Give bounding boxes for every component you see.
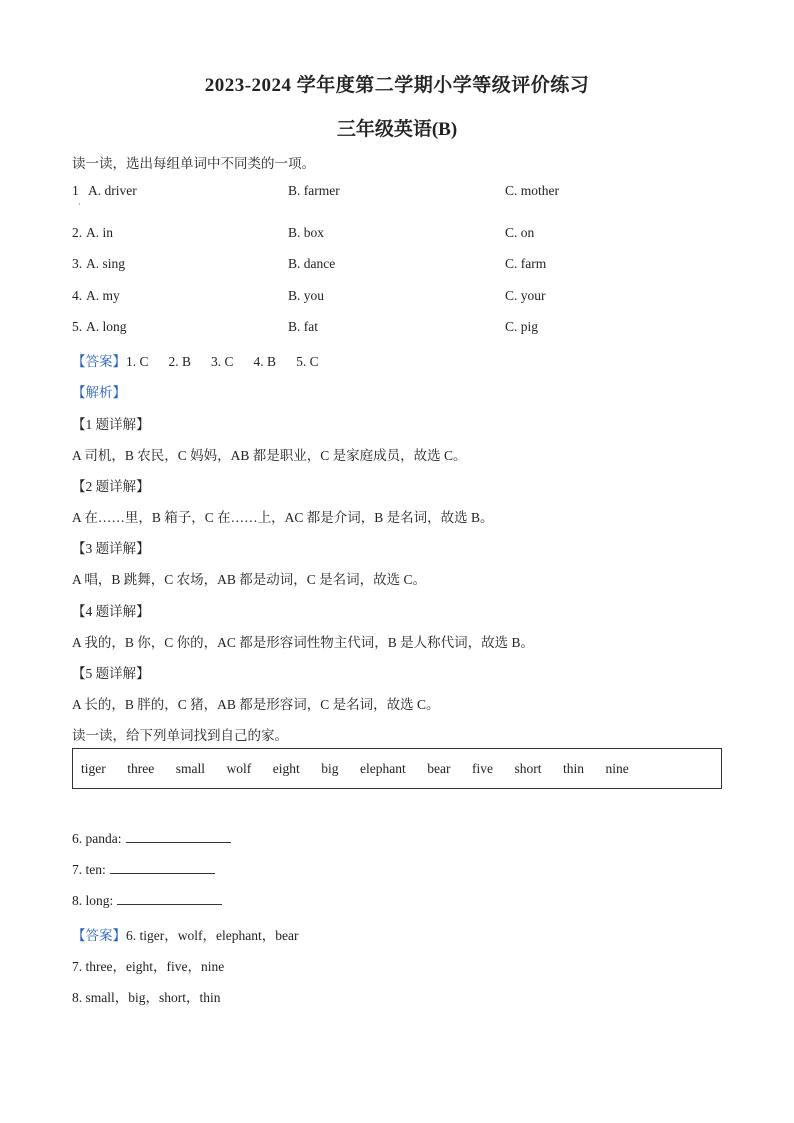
word-item: three [127, 760, 155, 776]
q6-line [72, 830, 231, 847]
answer-label: 【答案】 [72, 928, 126, 943]
q3-number: 3. [72, 256, 83, 271]
section2-answer-2: 7. three，eight，five，nine [72, 959, 225, 974]
q2-option-a: A. in [86, 225, 113, 240]
answer-item: 1. C [126, 354, 149, 369]
word-item: five [471, 760, 493, 776]
detail-4-head: 【4 题详解】 [72, 604, 150, 619]
q1-number: 1 [72, 183, 79, 198]
word-item: bear [427, 760, 451, 776]
word-item: big [321, 760, 339, 776]
q3-option-b: B. dance [288, 256, 336, 271]
word-item: wolf [226, 760, 252, 776]
section1-instruction: 读一读，选出每组单词中不同类的一项。 [72, 156, 315, 171]
answer-item: 3. C [211, 354, 234, 369]
section2-answer-3: 8. small，big，short，thin [72, 990, 221, 1005]
q1-option-a: A. driver [88, 183, 137, 198]
q1-dot: · [78, 200, 81, 209]
section2-instruction: 读一读，给下列单词找到自己的家。 [72, 728, 288, 743]
section2-answer-1 [72, 924, 298, 944]
q3-option-a: A. sing [86, 256, 126, 271]
q4-option-b: B. you [288, 288, 325, 303]
q5-option-b: B. fat [288, 319, 318, 334]
detail-1-head: 【1 题详解】 [72, 417, 150, 432]
q1-option-c: C. mother [505, 183, 559, 198]
word-item: nine [605, 760, 629, 776]
answer-item: 4. B [253, 354, 277, 369]
q8-answer-blank[interactable] [117, 892, 222, 905]
q4-option-c: C. your [505, 288, 546, 303]
detail-5-head: 【5 题详解】 [72, 666, 150, 681]
q4-option-a: A. my [86, 288, 120, 303]
q7-line [72, 861, 215, 878]
detail-5-text: A 长的，B 胖的，C 猪，AB 都是形容词，C 是名词，故选 C。 [72, 697, 440, 712]
word-bank [72, 748, 722, 789]
q1-option-b: B. farmer [288, 183, 340, 198]
word-item: short [514, 760, 542, 776]
detail-1-text: A 司机，B 农民，C 妈妈，AB 都是职业，C 是家庭成员，故选 C。 [72, 448, 467, 463]
answer-item: 5. C [296, 354, 319, 369]
detail-4-text: A 我的，B 你，C 你的，AC 都是形容词性物主代词，B 是人称代词，故选 B。 [72, 635, 535, 650]
q5-option-a: A. long [86, 319, 127, 334]
page-subtitle: 三年级英语(B) [336, 119, 458, 140]
q5-number: 5. [72, 319, 83, 334]
q7-label: 7. ten: [72, 862, 106, 877]
q4-number: 4. [72, 288, 83, 303]
q2-number: 2. [72, 225, 83, 240]
detail-2-head: 【2 题详解】 [72, 479, 150, 494]
q3-option-c: C. farm [505, 256, 547, 271]
analysis-label: 【解析】 [72, 385, 126, 400]
word-item: tiger [81, 760, 106, 776]
q6-label: 6. panda: [72, 831, 122, 846]
section1-answers [72, 350, 339, 370]
detail-2-text: A 在……里，B 箱子，C 在……上，AC 都是介词，B 是名词，故选 B。 [72, 510, 494, 525]
q2-option-c: C. on [505, 225, 535, 240]
page-title: 2023-2024 学年度第二学期小学等级评价练习 [204, 75, 590, 96]
q6-answer-blank[interactable] [126, 830, 231, 843]
detail-3-text: A 唱，B 跳舞，C 农场，AB 都是动词，C 是名词，故选 C。 [72, 572, 427, 587]
word-item: eight [272, 760, 300, 776]
detail-3-head: 【3 题详解】 [72, 541, 150, 556]
q8-line [72, 892, 222, 909]
answer-item: 2. B [168, 354, 192, 369]
answer-text: 6. tiger，wolf，elephant，bear [126, 928, 299, 943]
word-item: small [175, 760, 205, 776]
q7-answer-blank[interactable] [110, 861, 215, 874]
q2-option-b: B. box [288, 225, 325, 240]
word-item: elephant [360, 760, 406, 776]
q5-option-c: C. pig [505, 319, 539, 334]
word-item: thin [562, 760, 584, 776]
q8-label: 8. long: [72, 893, 114, 908]
answer-label: 【答案】 [72, 354, 126, 369]
